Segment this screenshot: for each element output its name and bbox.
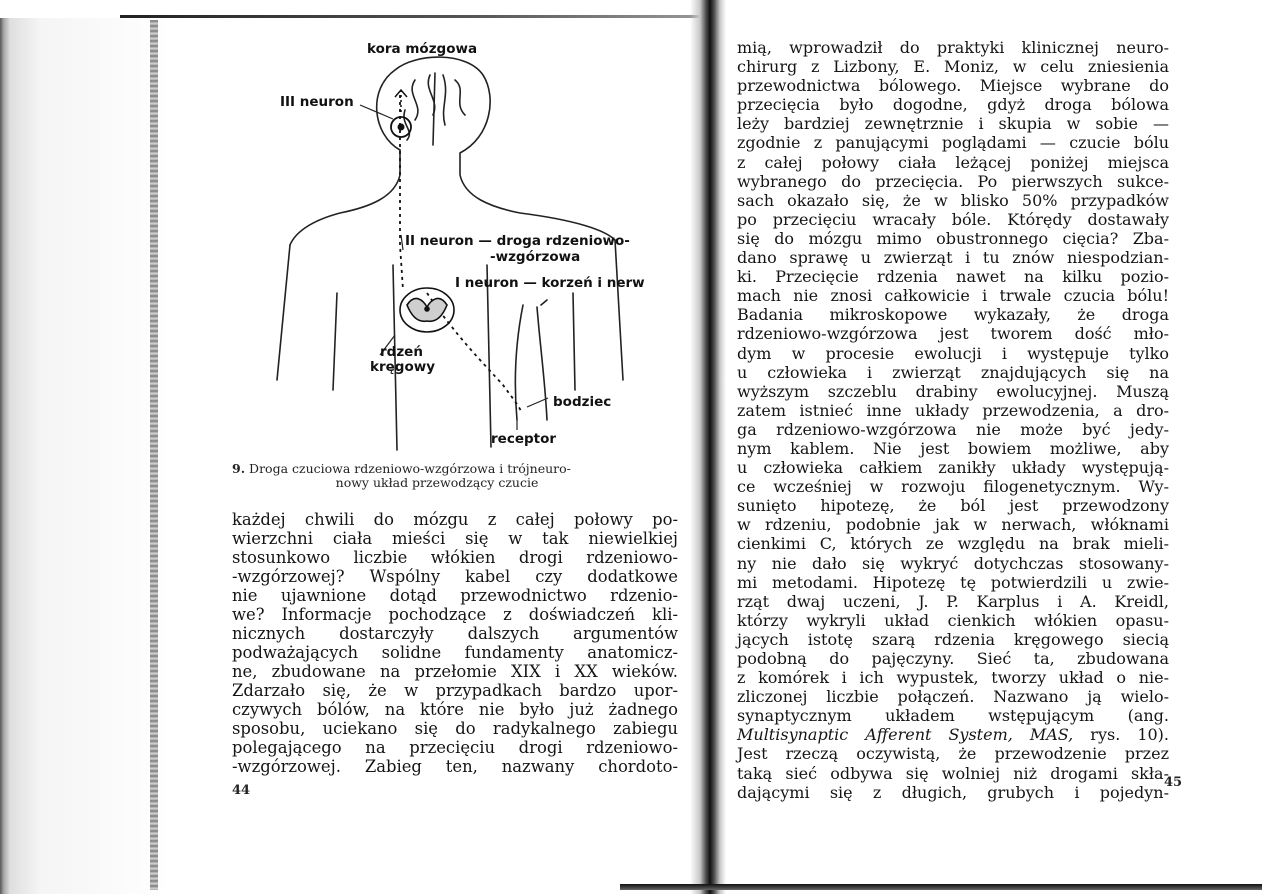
text-line: polegającego na przecięciu drogi rdzeniowo- <box>232 738 678 757</box>
caption-number: 9. <box>232 461 246 476</box>
text-line: ga rdzeniowo-wzgórzowa nie może być jedy- <box>737 419 1169 439</box>
label-spinal-cord-2: kręgowy <box>370 359 436 375</box>
text-line: z całej połowy ciała leżącej poniżej miejsca <box>737 152 1169 172</box>
text-line: leży bardziej zewnętrznie i skupia w sobie — <box>737 114 1169 134</box>
caption-line-2: nowy układ przewodzący czucie <box>335 475 539 490</box>
text-line: nym kablem. Nie jest bowiem możliwe, aby <box>737 438 1169 458</box>
text-line: w rdzeniu, podobnie jak w nerwach, włóknami <box>737 515 1169 535</box>
text-line: czywych bólów, na które nie było już żadnego <box>232 700 678 719</box>
scan-edge-stripes <box>150 20 158 890</box>
text-line: podobną do pajęczyny. Sieć ta, zbudowana <box>737 649 1169 668</box>
text-line: wyższym szczeblu drabiny ewolucyjnej. Muszą <box>737 381 1169 401</box>
text-line: we? Informacje pochodzące z doświadczeń kli- <box>232 605 678 624</box>
text-line: u człowieka i zwierząt znajdujących się na <box>737 362 1169 382</box>
text-line: po przecięciu wracały bóle. Którędy dostawały <box>737 209 1169 229</box>
neck-left <box>290 150 400 245</box>
label-neuron1: I neuron — korzeń i nerw <box>455 275 645 291</box>
text-line: którzy wykryli układ cienkich włókien opasu- <box>737 610 1169 630</box>
text-line: zatem istnieć inne układy przewodzenia, a dro- <box>737 400 1169 420</box>
scan-edge-shadow <box>0 18 170 894</box>
text-line: chirurg z Lizbony, E. Moniz, w celu zniesienia <box>737 57 1169 77</box>
left-arm-inner <box>333 293 337 390</box>
text-line: jących istotę szarą rdzenia kręgowego siecią <box>737 629 1169 649</box>
text-line: ki. Przecięcie rdzenia nawet na kilku pozio- <box>737 267 1169 287</box>
figure-caption <box>232 462 682 490</box>
label-stimulus: bodziec <box>553 394 612 410</box>
text-line: cienkimi C, których ze względu na brak mieli- <box>737 534 1169 554</box>
text-line: zliczonej liczbie połączeń. Nazwano ją wielo- <box>737 687 1169 707</box>
right-body-text <box>737 38 1169 802</box>
text-line: mią, wprowadził do praktyki klinicznej neuro- <box>737 38 1169 57</box>
label-spinal-cord-1: rdzeń <box>380 344 423 360</box>
text-line: wybranego do przecięcia. Po pierwszych sukce- <box>737 171 1169 191</box>
label-neuron2: II neuron — droga rdzeniowo- <box>405 233 630 249</box>
text-line: każdej chwili do mózgu z całej połowy po- <box>232 510 678 529</box>
text-line: z komórek i ich wypustek, tworzy układ o nie- <box>737 668 1169 688</box>
page-number-right: 45 <box>1164 775 1183 790</box>
left-arm-outer <box>277 245 290 380</box>
brain-midline <box>433 73 435 145</box>
text-line: Jest rzeczą oczywistą, że przewodzenie przez <box>737 744 1169 764</box>
text-line: ce wcześniej w rozwoju filogenetycznym. Wy- <box>737 477 1169 497</box>
torso-right <box>487 265 491 447</box>
text-line: mach nie znosi całkowicie i trwale czucia bólu! <box>737 286 1169 306</box>
text-line: rdzeniowo-wzgórzowa jest tworem dość mło- <box>737 324 1169 344</box>
text-line: ne, zbudowane na przełomie XIX i XX wieków. <box>232 662 678 681</box>
italic-line-rest: rys. 10). <box>1073 725 1170 745</box>
text-line: synaptycznym układem wstępującym (ang. <box>737 706 1169 726</box>
text-line: dym w procesie ewolucji i występuje tylko <box>737 343 1169 363</box>
label-receptor: receptor <box>491 431 557 447</box>
label-neuron3: III neuron <box>280 94 354 110</box>
text-line: sunięto hipotezę, że ból jest przewodzony <box>737 496 1169 516</box>
text-line: zgodnie z panującymi poglądami — czucie bólu <box>737 133 1169 153</box>
text-line: u człowieka całkiem zanikły układy występują- <box>737 458 1169 478</box>
text-line: -wzgórzowej. Zabieg ten, nazwany chordoto- <box>232 757 678 776</box>
pain-pathway-figure <box>255 35 655 455</box>
text-line: sach okazało się, że w blisko 50% przypadków <box>737 190 1169 210</box>
text-line: się do mózgu mimo obustronnego cięcia? Zba- <box>737 228 1169 248</box>
text-line: przewodnictwa bólowego. Miejsce wybrane do <box>737 76 1169 96</box>
text-line: podważających solidne fundamenty anatomicz- <box>232 643 678 662</box>
label-cortex: kora mózgowa <box>367 41 478 57</box>
italic-term: Multisynaptic Afferent System, MAS, <box>737 725 1074 745</box>
page-top-edge <box>120 15 706 18</box>
text-line: -wzgórzowej? Wspólny kabel czy dodatkowe <box>232 567 678 586</box>
hand-lines <box>515 300 547 420</box>
label-neuron2-cont: -wzgórzowa <box>490 249 581 265</box>
right-arm-inner <box>573 293 575 390</box>
text-line: sposobu, uciekano się do radykalnego zabiegu <box>232 719 678 738</box>
text-line: dano sprawę u zwierząt i tu znów niespodzian- <box>737 248 1169 268</box>
text-line: wierzchni ciała mieści się w tak niewielkiej <box>232 529 678 548</box>
text-line: mi metodami. Hipotezę tę potwierdzili u zwie- <box>737 572 1169 592</box>
text-line: rząt dwaj uczeni, J. P. Karplus i A. Kreidl, <box>737 591 1169 611</box>
page-number-left: 44 <box>232 783 251 798</box>
text-line: Zdarzało się, że w przypadkach bardzo upor- <box>232 681 678 700</box>
right-arm-outer <box>615 240 623 380</box>
text-line: taką sieć odbywa się wolniej niż drogami skła- <box>737 763 1169 783</box>
text-line: nie ujawnione dotąd przewodnictwo rdzenio- <box>232 586 678 605</box>
text-line: dającymi się z długich, grubych i pojedyn- <box>737 782 1169 802</box>
text-line-italic <box>737 725 1169 744</box>
left-body-text <box>232 510 678 776</box>
text-line: Badania mikroskopowe wykazały, że droga <box>737 305 1169 325</box>
page-bottom-edge <box>620 884 1262 890</box>
text-line: ny nie dało się wykryć dotychczas stosowany- <box>737 553 1169 573</box>
text-line: stosunkowo liczbie włókien drogi rdzeniowo- <box>232 548 678 567</box>
text-line: przecięcia było dogodne, gdyż droga bólowa <box>737 95 1169 115</box>
text-line: nicznych dostarczyły dalszych argumentów <box>232 624 678 643</box>
caption-line-1: Droga czuciowa rdzeniowo-wzgórzowa i trójneuro- <box>249 461 571 476</box>
